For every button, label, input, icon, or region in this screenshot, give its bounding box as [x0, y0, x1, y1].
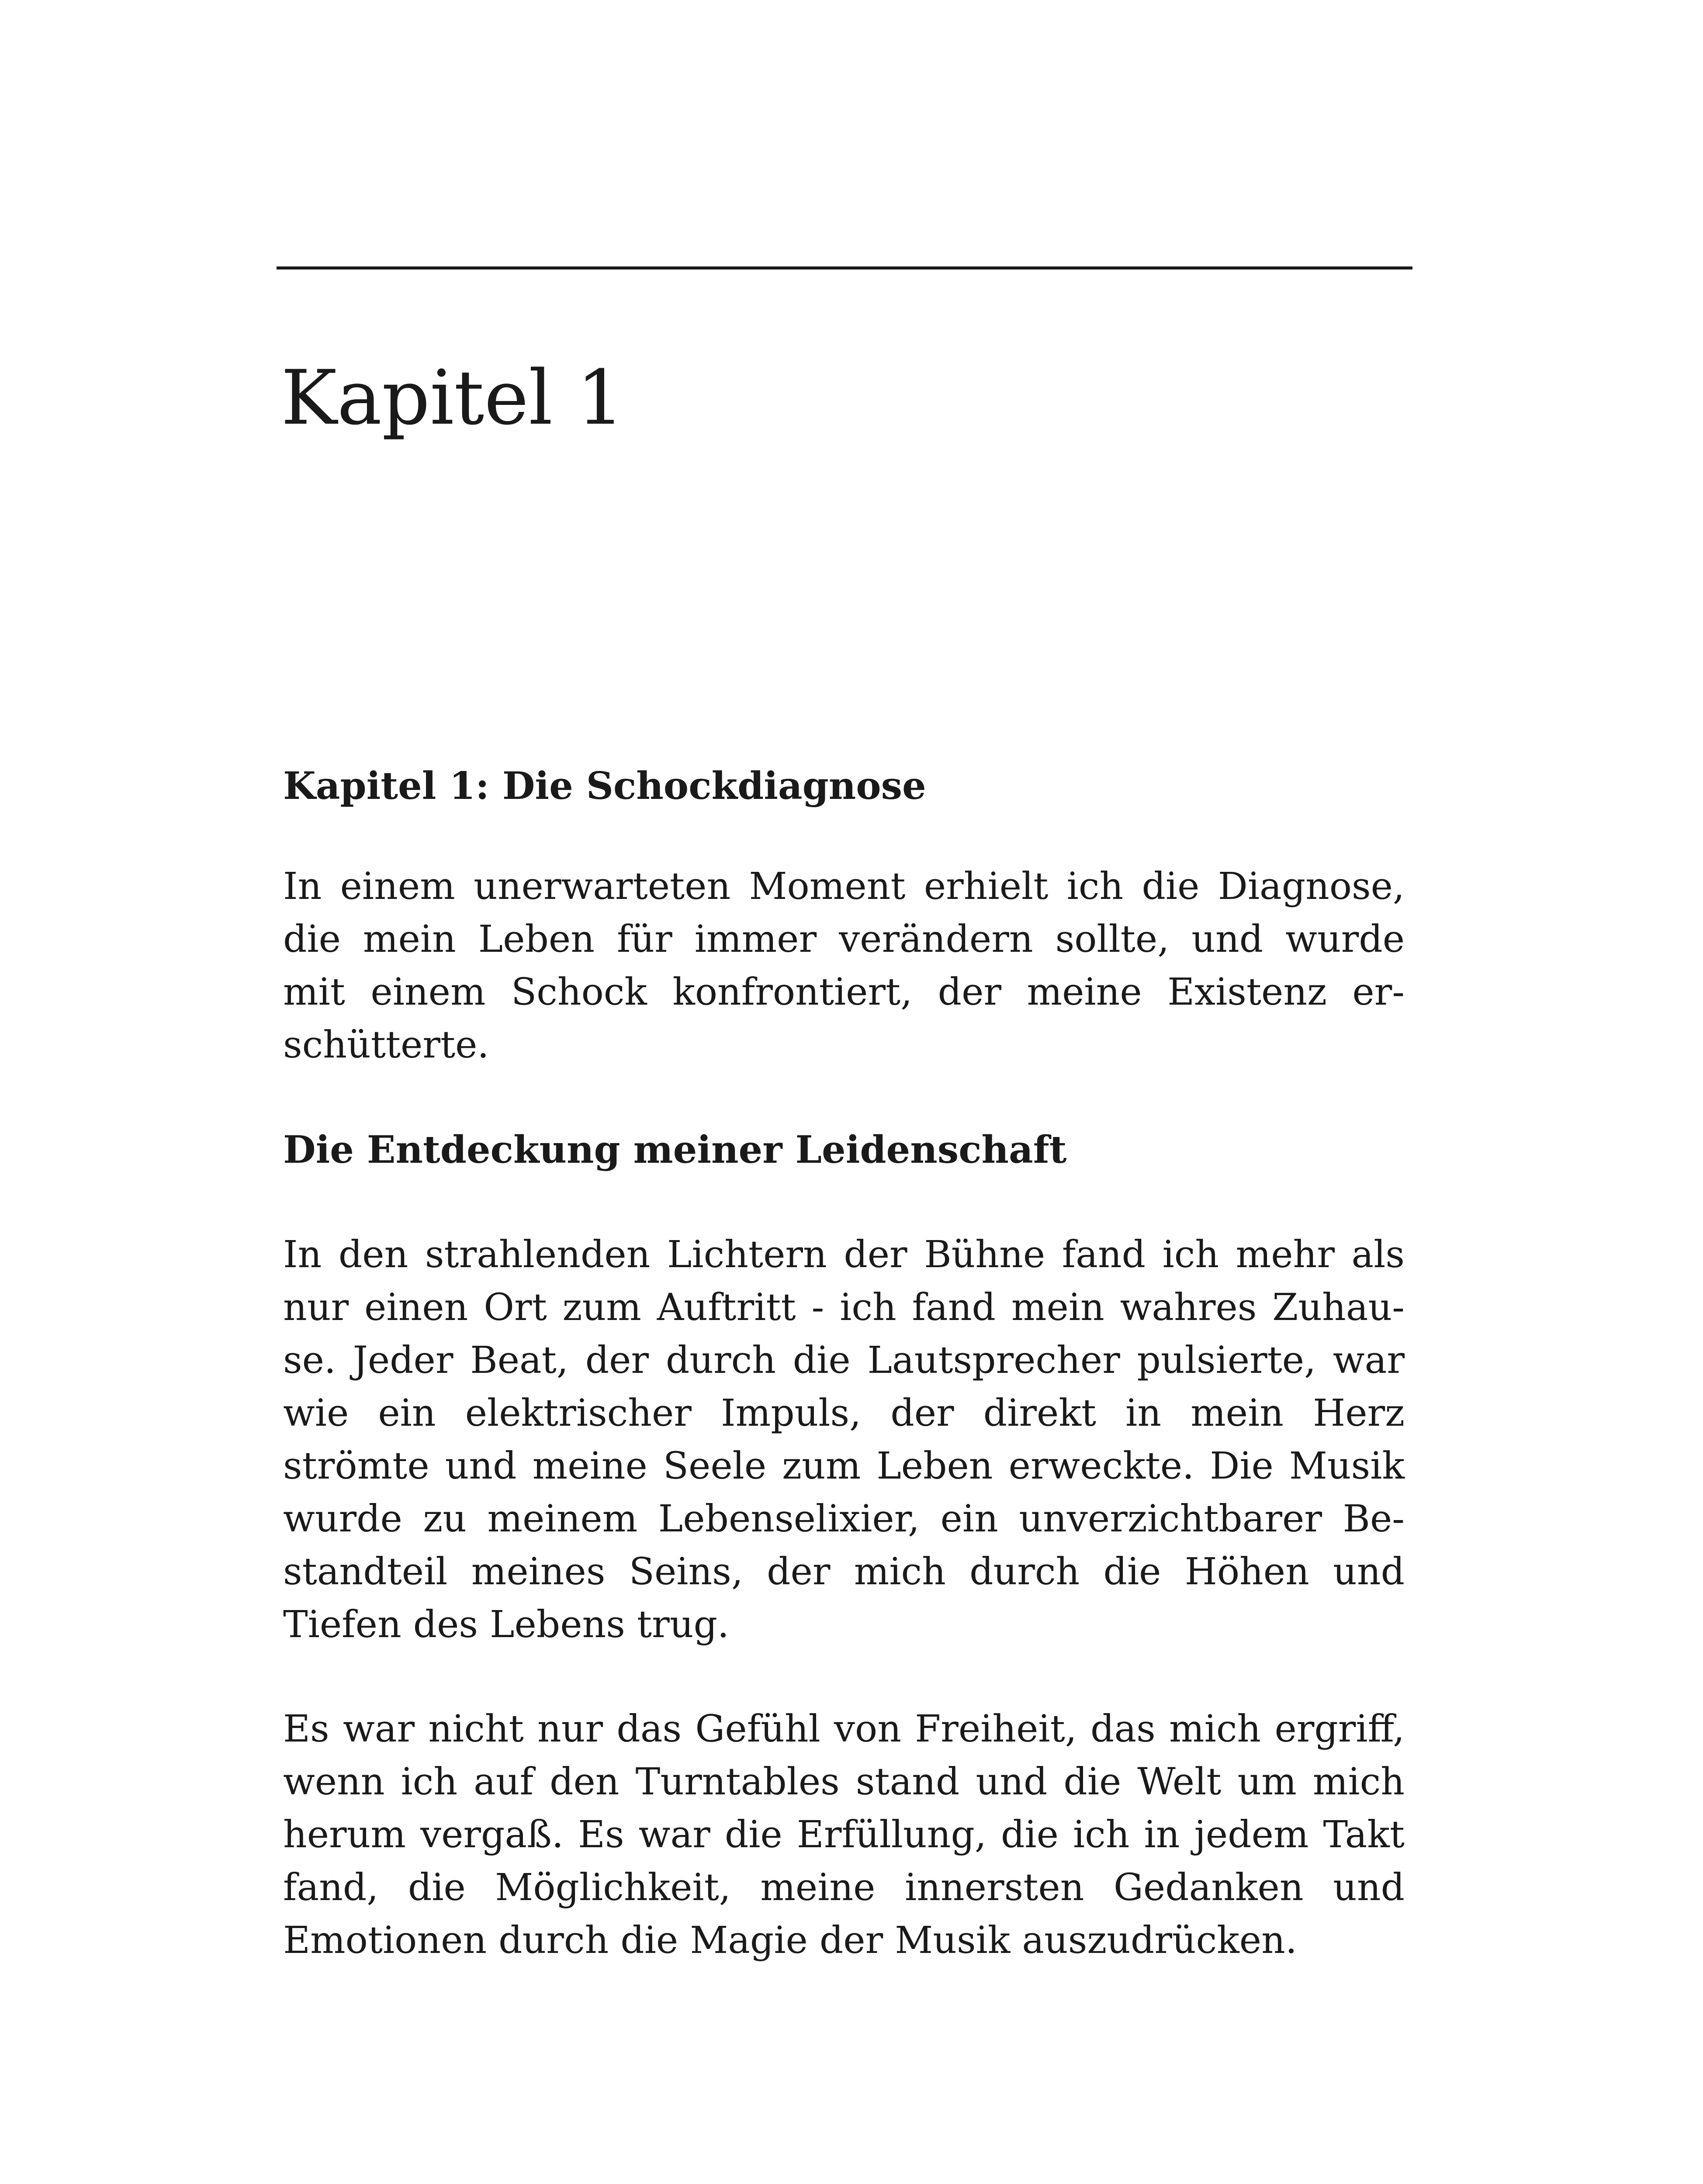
- text-line: nur einen Ort zum Auftritt - ich fand mein wahres Zuhau-: [283, 1286, 1405, 1329]
- section-heading-schockdiagnose: Kapitel 1: Die Schockdiagnose: [283, 764, 926, 808]
- section-heading-leidenschaft: Die Entdeckung meiner Leidenschaft: [283, 1128, 1067, 1172]
- text-line: Tiefen des Lebens trug.: [283, 1603, 729, 1646]
- text-line: wenn ich auf den Turntables stand und die Welt um mich: [283, 1760, 1405, 1804]
- text-line: herum vergaß. Es war die Erfüllung, die ich in jedem Takt: [283, 1813, 1405, 1856]
- page-body: [283, 758, 1405, 1967]
- text-line: die mein Leben für immer verändern sollte, und wurde: [283, 918, 1405, 961]
- text-line: In den strahlenden Lichtern der Bühne fand ich mehr als: [283, 1233, 1405, 1276]
- text-line: Emotionen durch die Magie der Musik auszudrücken.: [283, 1919, 1297, 1962]
- paragraph-freiheit: [283, 1703, 1405, 1967]
- text-line: schütterte.: [283, 1023, 489, 1067]
- text-line: fand, die Möglichkeit, meine innersten Gedanken und: [283, 1866, 1405, 1909]
- text-line: mit einem Schock konfrontiert, der meine Existenz er-: [283, 971, 1405, 1014]
- text-line: wie ein elektrischer Impuls, der direkt in mein Herz: [283, 1392, 1405, 1435]
- chapter-top-rule: [277, 266, 1412, 270]
- text-line: strömte und meine Seele zum Leben erweckte. Die Musik: [283, 1444, 1405, 1488]
- text-line: se. Jeder Beat, der durch die Lautsprecher pulsierte, war: [283, 1339, 1405, 1382]
- text-line: standteil meines Seins, der mich durch die Höhen und: [283, 1550, 1405, 1593]
- paragraph-diagnose: [283, 860, 1405, 1071]
- chapter-title: Kapitel 1: [281, 354, 625, 442]
- paragraph-buehne: [283, 1228, 1405, 1651]
- text-line: wurde zu meinem Lebenselixier, ein unverzichtbarer Be-: [283, 1497, 1405, 1541]
- text-line: In einem unerwarteten Moment erhielt ich die Diagnose,: [283, 865, 1405, 908]
- text-line: Es war nicht nur das Gefühl von Freiheit, das mich ergriff,: [283, 1707, 1405, 1751]
